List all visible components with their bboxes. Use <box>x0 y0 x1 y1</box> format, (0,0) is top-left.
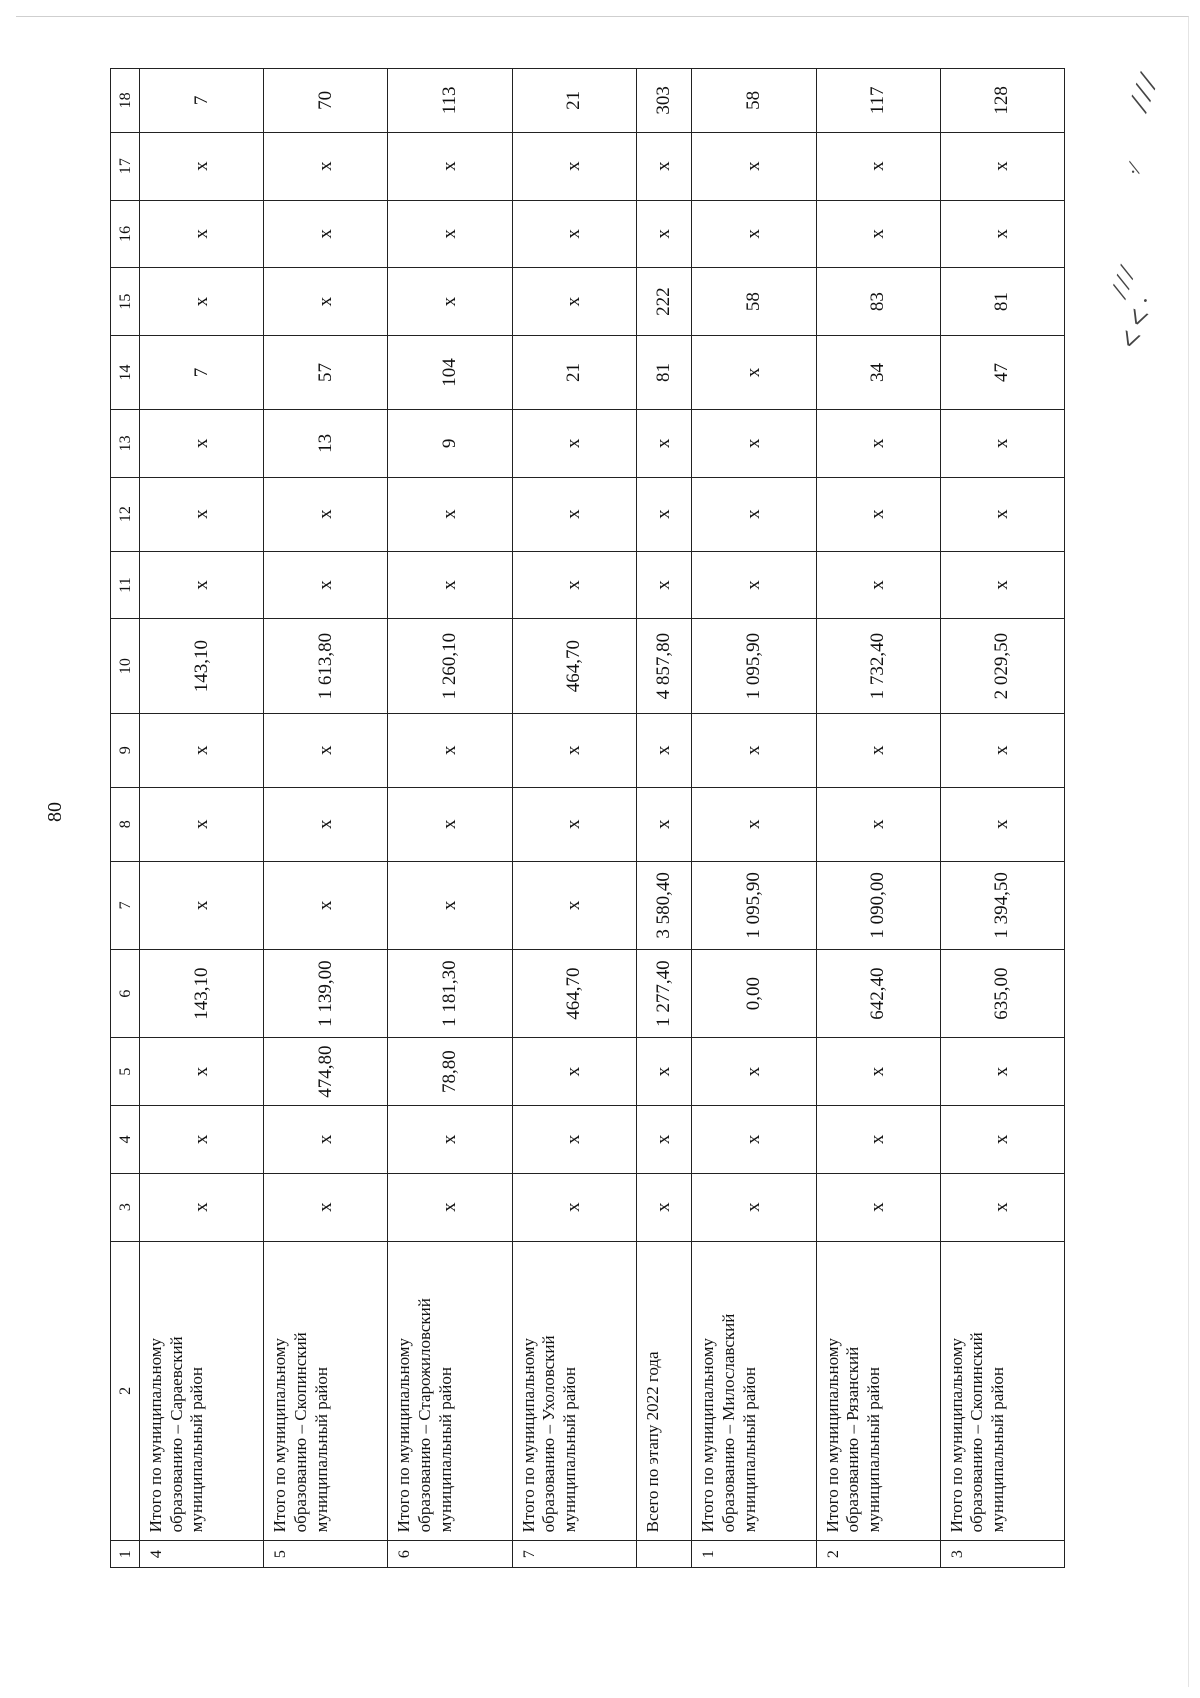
value-cell: x <box>692 713 816 787</box>
value-cell: x <box>512 409 636 477</box>
value-cell: x <box>140 861 264 949</box>
column-number-cell: 1 <box>111 1541 140 1568</box>
column-number-cell: 7 <box>111 861 140 949</box>
value-cell: x <box>692 551 816 619</box>
value-cell: 113 <box>388 69 512 133</box>
row-name-cell: Итого по муниципальному образованию – Старожиловский муниципальный район <box>388 1241 512 1541</box>
column-number-cell: 18 <box>111 69 140 133</box>
value-cell: x <box>388 861 512 949</box>
value-cell: x <box>636 132 692 200</box>
column-number-cell: 9 <box>111 713 140 787</box>
row-name-cell: Итого по муниципальному образованию – Сараевский муниципальный район <box>140 1241 264 1541</box>
value-cell: x <box>264 477 388 551</box>
value-cell: 1 095,90 <box>692 619 816 713</box>
value-cell: x <box>636 713 692 787</box>
value-cell: x <box>692 787 816 861</box>
value-cell: 143,10 <box>140 949 264 1037</box>
value-cell: 1 090,00 <box>816 861 940 949</box>
value-cell: x <box>816 713 940 787</box>
table-row <box>636 69 692 1568</box>
row-number-cell: 6 <box>388 1541 512 1568</box>
value-cell: 81 <box>636 336 692 410</box>
column-number-cell: 13 <box>111 409 140 477</box>
row-name-cell: Итого по муниципальному образованию – Рязанский муниципальный район <box>816 1241 940 1541</box>
value-cell: x <box>140 551 264 619</box>
value-cell: x <box>512 787 636 861</box>
value-cell: x <box>388 1173 512 1241</box>
value-cell: 0,00 <box>692 949 816 1037</box>
value-cell: x <box>940 787 1064 861</box>
value-cell: x <box>512 861 636 949</box>
value-cell: x <box>636 1106 692 1174</box>
value-cell: x <box>264 861 388 949</box>
table-row <box>692 69 816 1568</box>
column-number-cell: 17 <box>111 132 140 200</box>
value-cell: x <box>512 477 636 551</box>
value-cell: 1 139,00 <box>264 949 388 1037</box>
value-cell: x <box>388 551 512 619</box>
value-cell: 1 613,80 <box>264 619 388 713</box>
value-cell: x <box>816 200 940 268</box>
value-cell: 34 <box>816 336 940 410</box>
table-row <box>816 69 940 1568</box>
value-cell: 1 732,40 <box>816 619 940 713</box>
value-cell: x <box>692 200 816 268</box>
value-cell: x <box>140 268 264 336</box>
value-cell: x <box>388 268 512 336</box>
column-number-cell: 14 <box>111 336 140 410</box>
table-row <box>940 69 1064 1568</box>
value-cell: x <box>692 1106 816 1174</box>
row-number-cell: 2 <box>816 1541 940 1568</box>
column-number-cell: 16 <box>111 200 140 268</box>
value-cell: 128 <box>940 69 1064 133</box>
value-cell: x <box>816 132 940 200</box>
column-number-cell: 5 <box>111 1038 140 1106</box>
value-cell: x <box>388 787 512 861</box>
row-name-cell: Всего по этапу 2022 года <box>636 1241 692 1541</box>
value-cell: x <box>692 409 816 477</box>
value-cell: x <box>512 1038 636 1106</box>
value-cell: 3 580,40 <box>636 861 692 949</box>
table-row <box>264 69 388 1568</box>
value-cell: x <box>512 1173 636 1241</box>
value-cell: x <box>636 1173 692 1241</box>
value-cell: x <box>940 1106 1064 1174</box>
value-cell: 1 095,90 <box>692 861 816 949</box>
value-cell: 7 <box>140 336 264 410</box>
column-number-cell: 2 <box>111 1241 140 1541</box>
value-cell: x <box>388 713 512 787</box>
value-cell: x <box>264 713 388 787</box>
value-cell: x <box>940 1038 1064 1106</box>
value-cell: 7 <box>140 69 264 133</box>
value-cell: x <box>140 477 264 551</box>
value-cell: 81 <box>940 268 1064 336</box>
row-number-cell: 7 <box>512 1541 636 1568</box>
value-cell: 642,40 <box>816 949 940 1037</box>
row-number-cell: 4 <box>140 1541 264 1568</box>
value-cell: 104 <box>388 336 512 410</box>
value-cell: x <box>940 713 1064 787</box>
table-body <box>111 69 1065 1568</box>
column-number-cell: 10 <box>111 619 140 713</box>
value-cell: x <box>940 409 1064 477</box>
row-number-cell: 5 <box>264 1541 388 1568</box>
value-cell: x <box>264 268 388 336</box>
value-cell: x <box>816 1106 940 1174</box>
value-cell: x <box>140 1173 264 1241</box>
data-table <box>110 68 1065 1568</box>
value-cell: x <box>264 787 388 861</box>
value-cell: 70 <box>264 69 388 133</box>
value-cell: x <box>512 1106 636 1174</box>
value-cell: x <box>140 1106 264 1174</box>
value-cell: x <box>692 336 816 410</box>
value-cell: 57 <box>264 336 388 410</box>
value-cell: x <box>140 713 264 787</box>
value-cell: 83 <box>816 268 940 336</box>
page-number: 80 <box>44 802 66 822</box>
handwritten-mark: ᐸ ᐸ · <box>1117 293 1160 352</box>
value-cell: x <box>636 551 692 619</box>
value-cell: x <box>264 200 388 268</box>
value-cell: x <box>264 551 388 619</box>
value-cell: x <box>512 268 636 336</box>
value-cell: x <box>512 713 636 787</box>
value-cell: 222 <box>636 268 692 336</box>
value-cell: 143,10 <box>140 619 264 713</box>
value-cell: 13 <box>264 409 388 477</box>
handwritten-mark: ·⁄ <box>1123 162 1146 179</box>
value-cell: x <box>512 551 636 619</box>
row-name-cell: Итого по муниципальному образованию – Скопинский муниципальный район <box>940 1241 1064 1541</box>
column-number-cell: 3 <box>111 1173 140 1241</box>
value-cell: x <box>140 787 264 861</box>
column-number-cell: 8 <box>111 787 140 861</box>
value-cell: 58 <box>692 69 816 133</box>
value-cell: 78,80 <box>388 1038 512 1106</box>
value-cell: x <box>692 1173 816 1241</box>
value-cell: x <box>140 409 264 477</box>
value-cell: x <box>512 132 636 200</box>
column-number-cell: 4 <box>111 1106 140 1174</box>
value-cell: x <box>388 200 512 268</box>
value-cell: x <box>140 132 264 200</box>
value-cell: x <box>940 1173 1064 1241</box>
value-cell: x <box>940 477 1064 551</box>
value-cell: 4 857,80 <box>636 619 692 713</box>
rotated-table-container <box>110 68 1065 1568</box>
value-cell: x <box>816 551 940 619</box>
value-cell: x <box>816 1038 940 1106</box>
table-row <box>140 69 264 1568</box>
table-row <box>388 69 512 1568</box>
value-cell: 1 181,30 <box>388 949 512 1037</box>
row-name-cell: Итого по муниципальному образованию – Скопинский муниципальный район <box>264 1241 388 1541</box>
column-number-row <box>111 69 140 1568</box>
value-cell: 2 029,50 <box>940 619 1064 713</box>
value-cell: x <box>388 1106 512 1174</box>
column-number-cell: 11 <box>111 551 140 619</box>
value-cell: x <box>140 1038 264 1106</box>
row-number-cell <box>636 1541 692 1568</box>
column-number-cell: 6 <box>111 949 140 1037</box>
value-cell: x <box>264 132 388 200</box>
value-cell: 47 <box>940 336 1064 410</box>
value-cell: 9 <box>388 409 512 477</box>
column-number-cell: 15 <box>111 268 140 336</box>
value-cell: x <box>636 787 692 861</box>
value-cell: 464,70 <box>512 619 636 713</box>
value-cell: x <box>264 1106 388 1174</box>
row-name-cell: Итого по муниципальному образованию – Ухоловский муниципальный район <box>512 1241 636 1541</box>
value-cell: 474,80 <box>264 1038 388 1106</box>
value-cell: x <box>692 477 816 551</box>
value-cell: 58 <box>692 268 816 336</box>
value-cell: x <box>816 1173 940 1241</box>
value-cell: 1 277,40 <box>636 949 692 1037</box>
value-cell: 464,70 <box>512 949 636 1037</box>
row-number-cell: 3 <box>940 1541 1064 1568</box>
value-cell: x <box>940 551 1064 619</box>
value-cell: x <box>636 477 692 551</box>
value-cell: 1 260,10 <box>388 619 512 713</box>
value-cell: x <box>264 1173 388 1241</box>
row-name-cell: Итого по муниципальному образованию – Милославский муниципальный район <box>692 1241 816 1541</box>
column-number-cell: 12 <box>111 477 140 551</box>
value-cell: 117 <box>816 69 940 133</box>
value-cell: 21 <box>512 336 636 410</box>
value-cell: x <box>816 787 940 861</box>
value-cell: x <box>940 200 1064 268</box>
value-cell: x <box>692 132 816 200</box>
value-cell: x <box>816 477 940 551</box>
value-cell: 303 <box>636 69 692 133</box>
value-cell: x <box>388 132 512 200</box>
value-cell: x <box>388 477 512 551</box>
value-cell: x <box>140 200 264 268</box>
value-cell: 21 <box>512 69 636 133</box>
value-cell: 1 394,50 <box>940 861 1064 949</box>
value-cell: x <box>692 1038 816 1106</box>
value-cell: x <box>636 409 692 477</box>
handwritten-mark: ⁄ ⁄ ⁄ <box>1108 266 1141 299</box>
value-cell: x <box>636 1038 692 1106</box>
table-row <box>512 69 636 1568</box>
value-cell: x <box>512 200 636 268</box>
row-number-cell: 1 <box>692 1541 816 1568</box>
value-cell: 635,00 <box>940 949 1064 1037</box>
value-cell: x <box>940 132 1064 200</box>
value-cell: x <box>816 409 940 477</box>
handwritten-mark: ⁄ ⁄ ⁄ <box>1125 73 1164 113</box>
value-cell: x <box>636 200 692 268</box>
